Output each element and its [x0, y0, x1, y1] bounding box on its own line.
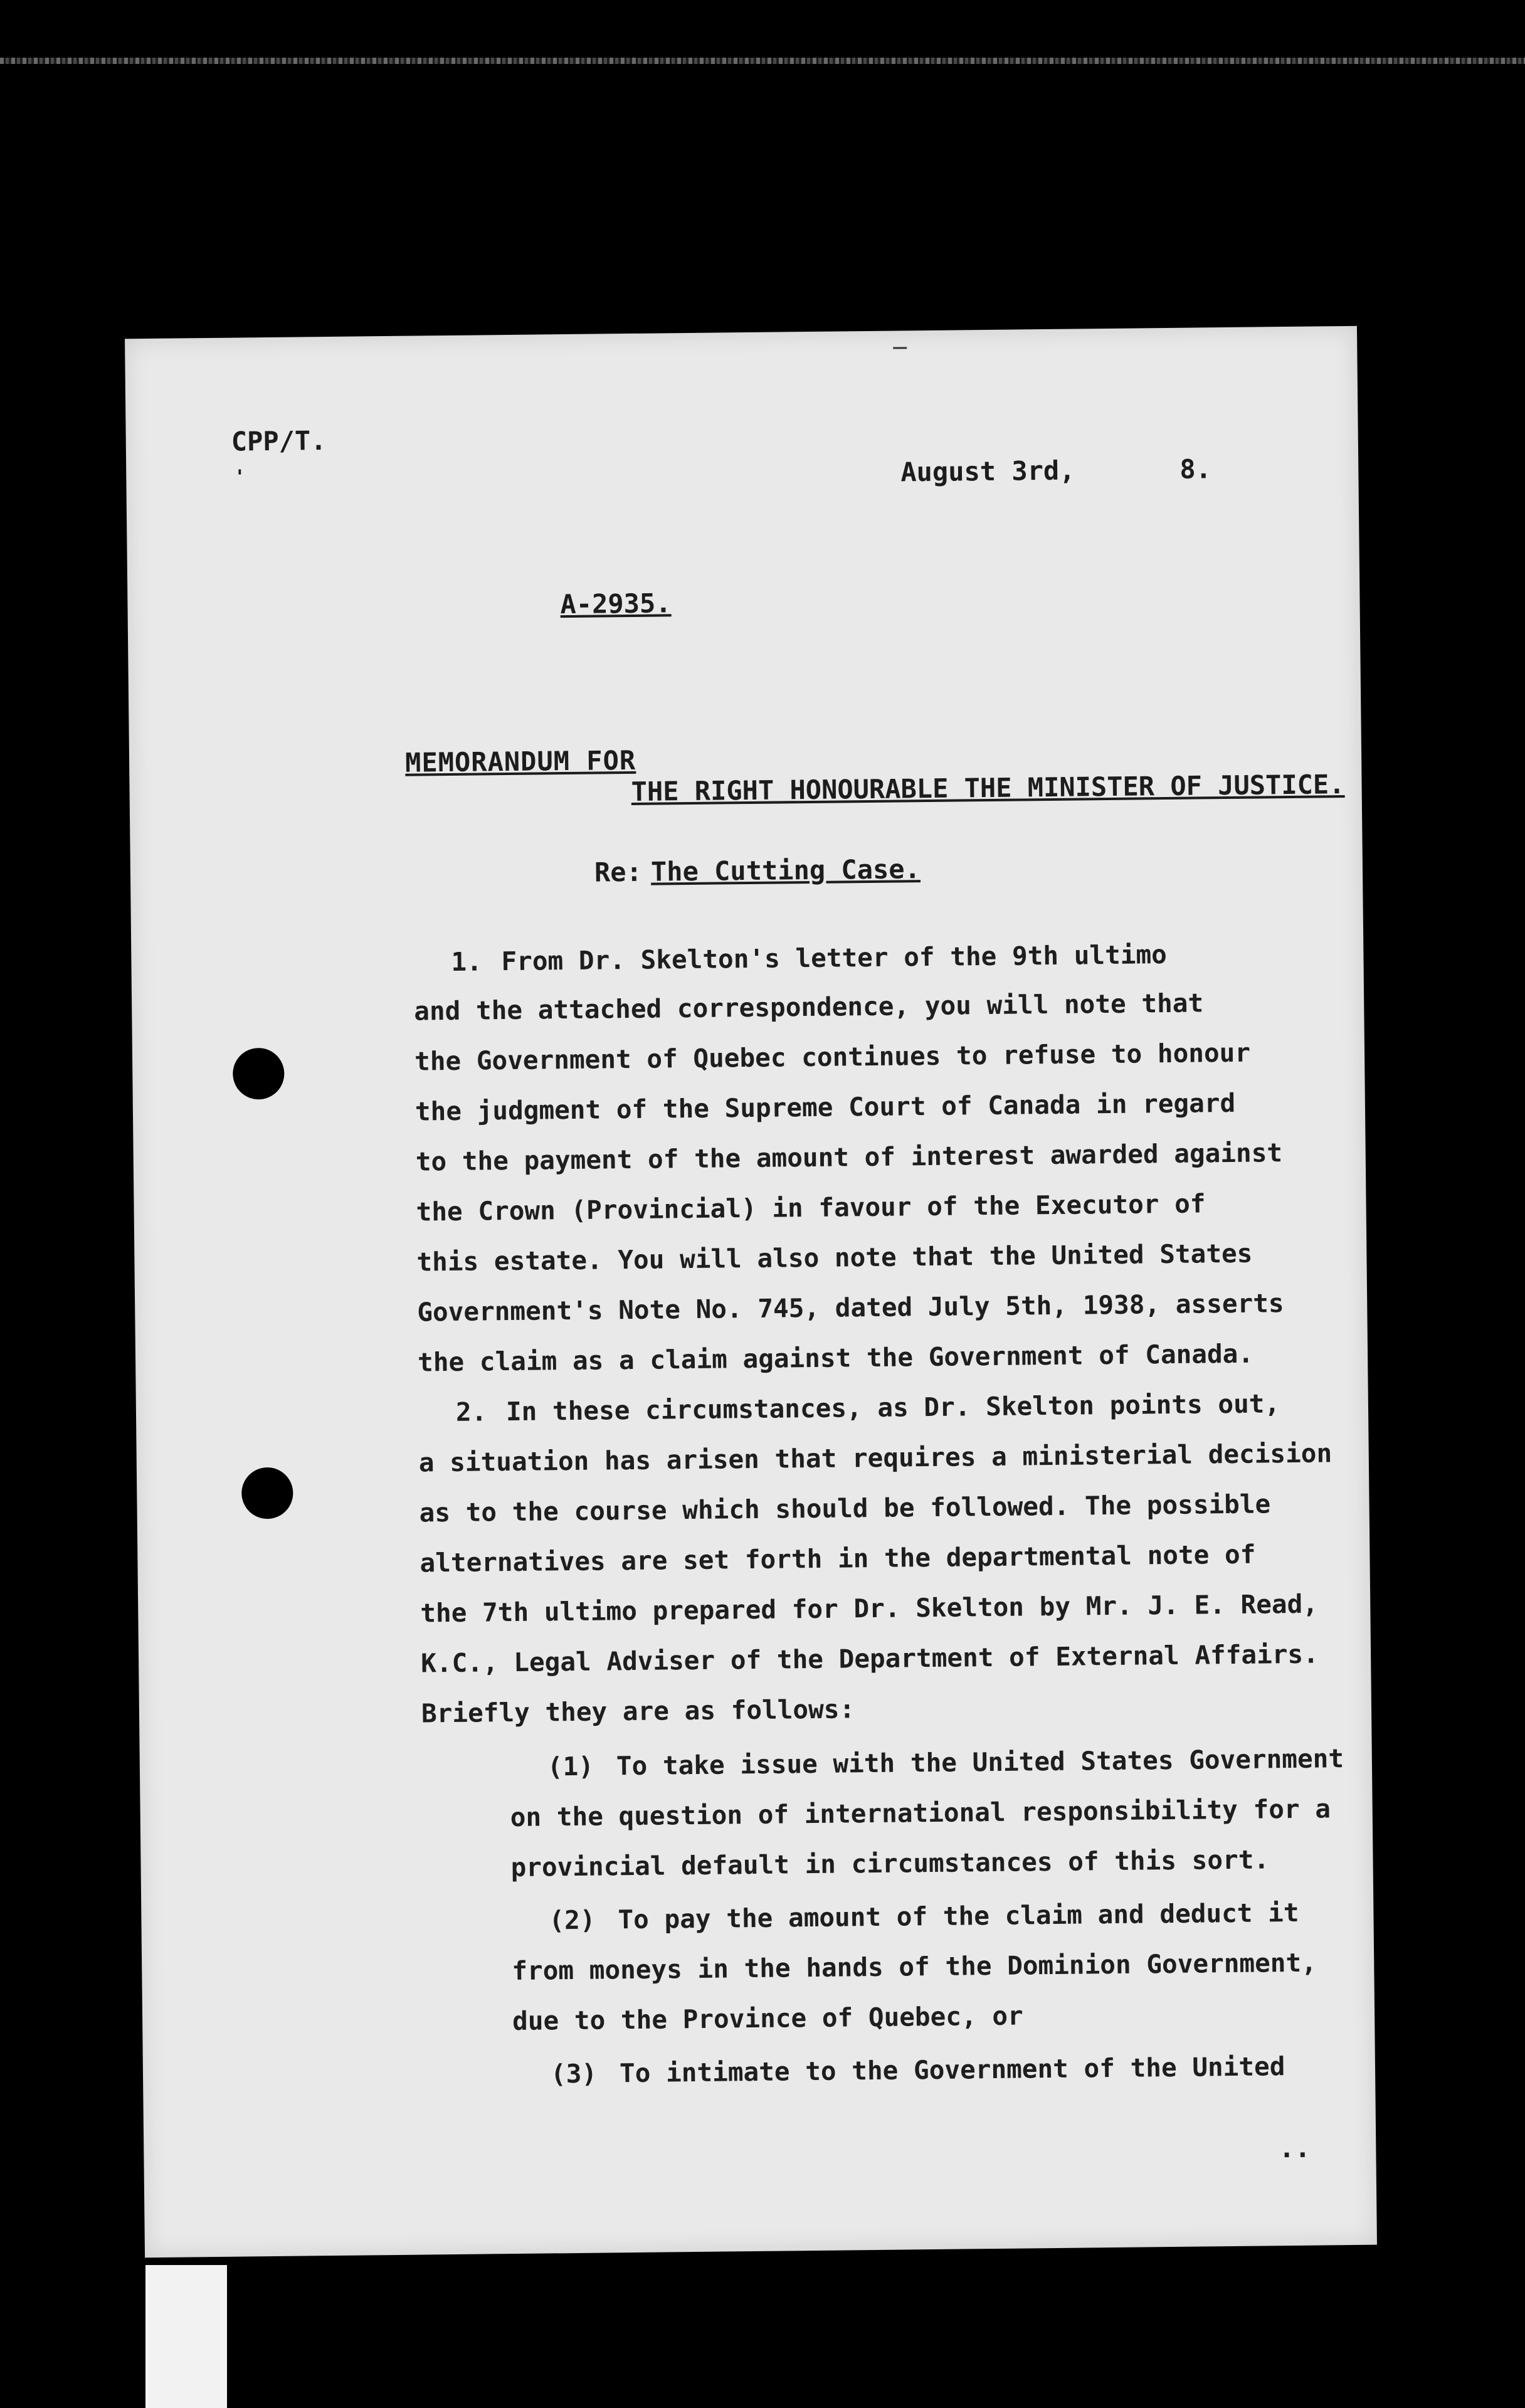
paragraph-line: alternatives are set forth in the departmental note of: [420, 1539, 1256, 1578]
option-number: (1): [547, 1751, 594, 1782]
memo-year-fragment: 8.: [1179, 453, 1212, 485]
paragraph-line: a situation has arisen that requires a ministerial decision: [418, 1438, 1332, 1478]
option-number: (2): [549, 1904, 596, 1936]
re-subject: The Cutting Case.: [650, 853, 921, 887]
memo-date: August 3rd,: [900, 455, 1075, 488]
memo-heading: MEMORANDUM FOR: [404, 744, 636, 778]
paragraph-line: Briefly they are as follows:: [421, 1694, 855, 1729]
option-line: provincial default in circumstances of this sort.: [510, 1844, 1270, 1883]
microfilm-edge-strip: [0, 58, 1525, 64]
paragraph-line: the claim as a claim against the Government of Canada.: [417, 1338, 1254, 1378]
paragraph-line: the Crown (Provincial) in favour of the Executor of: [416, 1188, 1206, 1227]
option-line: To pay the amount of the claim and deduct it: [618, 1897, 1299, 1935]
punch-hole: [233, 1048, 285, 1100]
memo-addressee: THE RIGHT HONOURABLE THE MINISTER OF JUSTICE.: [631, 769, 1345, 807]
paragraph-line: K.C., Legal Adviser of the Department of External Affairs.: [420, 1639, 1319, 1679]
margin-tick: ': [234, 466, 246, 488]
option-line: on the question of international responsibility for a: [510, 1793, 1331, 1833]
reference-code: CPP/T.: [231, 425, 327, 457]
re-label: Re:: [594, 856, 643, 888]
file-number: A-2935.: [560, 588, 672, 620]
paragraph-line: as to the course which should be followed. The possible: [419, 1489, 1271, 1528]
paragraph-line: this estate. You will also note that the United States: [416, 1238, 1253, 1277]
paragraph-line: the judgment of the Supreme Court of Canada in regard: [414, 1087, 1236, 1127]
paragraph-line: the Government of Quebec continues to refuse to honour: [414, 1037, 1251, 1077]
option-line: from moneys in the hands of the Dominion Government,: [512, 1947, 1317, 1987]
paragraph-line: to the payment of the amount of interest awarded against: [415, 1138, 1283, 1177]
page-mark: [893, 347, 907, 349]
document-page: [125, 326, 1377, 2258]
paragraph-line: Government's Note No. 745, dated July 5th, 1938, asserts: [417, 1288, 1284, 1328]
paragraph-line: and the attached correspondence, you will note that: [414, 988, 1204, 1027]
option-number: (3): [550, 2058, 598, 2089]
option-line: due to the Province of Quebec, or: [512, 2000, 1023, 2037]
paragraph-line: the 7th ultimo prepared for Dr. Skelton by Mr. J. E. Read,: [420, 1588, 1319, 1629]
continuation-mark: ..: [1279, 2132, 1311, 2164]
paragraph-number: 1.: [451, 946, 483, 977]
option-line: To take issue with the United States Government: [616, 1743, 1344, 1782]
paragraph-number: 2.: [455, 1397, 487, 1427]
paragraph-line: From Dr. Skelton's letter of the 9th ultimo: [501, 939, 1168, 977]
punch-hole: [241, 1467, 293, 1519]
paragraph-line: In these circumstances, as Dr. Skelton points out,: [505, 1388, 1280, 1427]
option-line: To intimate to the Government of the United: [619, 2051, 1285, 2089]
film-frame-marker: [145, 2265, 227, 2408]
